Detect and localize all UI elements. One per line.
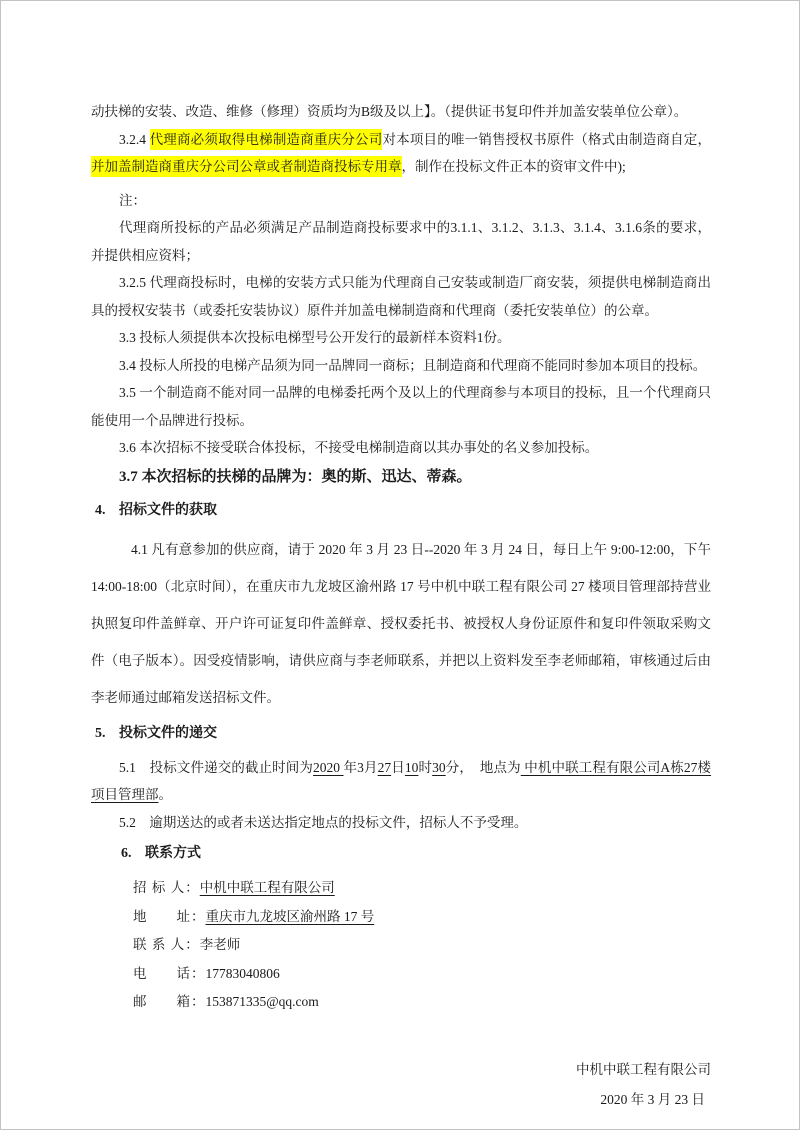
text-segment: 。 <box>158 787 172 802</box>
text-segment: 动扶梯的安装、改造、维修（修理）资质均为B级及以上】。（提供证书复印件并加盖安装单位公章）。 <box>91 104 688 119</box>
text-segment: 对本项目的唯一销售授权书原件（格式由制造商自定， <box>382 131 712 147</box>
contact-row-tenderer-value: 中机中联工程有限公司 <box>199 880 335 895</box>
text-segment: ，制作在投标文件正本的资审文件中); <box>401 159 626 174</box>
underlined-blank: 中机中联工程有限公司A栋27楼项目管理部 <box>91 759 712 802</box>
footer-date: 2020 年 3 月 23 日 <box>600 1091 705 1107</box>
text-segment: 时 <box>418 759 433 775</box>
para-3-4 <box>91 352 711 380</box>
para-5-2 <box>91 809 711 837</box>
para-3-2-4 <box>91 126 711 181</box>
para-4-1 <box>91 531 725 716</box>
text-segment: 代理商所投标的产品必须满足产品制造商投标要求中的3.1.1、3.1.2、3.1.3、3.1.4、3.1.6条的要求，并提供相应资料； <box>91 220 711 263</box>
text-segment: 3.6 本次招标不接受联合体投标，不接受电梯制造商以其办事处的名义参加投标。 <box>119 440 599 455</box>
contact-row-address <box>91 903 711 932</box>
text-segment: 3.4 投标人所投的电梯产品须为同一品牌同一商标；且制造商和代理商不能同时参加本项目的投标。 <box>119 357 707 373</box>
contact-row-email <box>91 988 711 1017</box>
contact-row-tenderer <box>91 874 711 903</box>
contact-row-address-value: 重庆市九龙坡区渝州路 17 号 <box>205 908 375 924</box>
contact-block <box>91 874 711 1017</box>
heading-5-number: 5. <box>95 725 106 741</box>
highlighted-text: 并加盖制造商重庆分公司公章或者制造商投标专用章 <box>91 156 402 177</box>
heading-5 <box>91 720 711 748</box>
para-3-5 <box>91 379 711 434</box>
contact-row-phone-value: 17783040806 <box>205 965 280 981</box>
underlined-blank: 27 <box>377 759 392 775</box>
text-segment: 日 <box>391 759 405 775</box>
heading-4-title: 招标文件的获取 <box>119 502 217 518</box>
heading-6-number: 6. <box>121 846 132 861</box>
text-segment: 5.2 逾期送达的或者未送达指定地点的投标文件，招标人不予受理。 <box>119 814 528 830</box>
contact-row-phone-label: 电 话： <box>133 965 206 981</box>
highlighted-text: 代理商必须取得电梯制造商重庆分公司 <box>150 129 383 150</box>
para-5-1 <box>91 754 711 809</box>
contact-row-person-label: 联 系 人： <box>133 937 200 952</box>
document-body <box>91 98 725 868</box>
para-3-6 <box>91 434 711 462</box>
text-segment: 3.5 一个制造商不能对同一品牌的电梯委托两个及以上的代理商参与本项目的投标，且一个代理商只能使用一个品牌进行投标。 <box>91 385 711 428</box>
text-segment: 3.3 投标人须提供本次投标电梯型号公开发行的最新样本资料1份。 <box>119 330 511 345</box>
contact-row-person <box>91 931 711 960</box>
para-note-body <box>91 214 711 269</box>
contact-row-phone <box>91 960 711 989</box>
text-segment: 3.2.4 <box>119 131 150 147</box>
heading-6-title: 联系方式 <box>145 846 201 861</box>
para-note-label <box>91 187 711 215</box>
para-3-7 <box>91 462 711 493</box>
contact-row-tenderer-label: 招 标 人： <box>133 880 200 895</box>
heading-4-number: 4. <box>95 502 106 518</box>
contact-row-person-value: 李老师 <box>199 937 241 952</box>
text-segment: 3.2.5 代理商投标时，电梯的安装方式只能为代理商自己安装或制造厂商安装，须提供电梯制造商出具的授权安装书（或委托安装协议）原件并加盖电梯制造商和代理商（委托安装单位）的公章。 <box>91 275 711 318</box>
heading-6 <box>91 840 711 868</box>
underlined-blank: 30 <box>432 759 446 775</box>
contact-row-email-label: 邮 箱： <box>133 994 206 1009</box>
underlined-blank: 2020 <box>313 759 344 775</box>
text-segment: 注： <box>119 192 146 208</box>
para-3-3 <box>91 324 711 352</box>
underlined-blank: 10 <box>404 759 419 775</box>
heading-4 <box>91 497 711 525</box>
contact-row-address-label: 地 址： <box>133 908 206 924</box>
footer-company-name: 中机中联工程有限公司 <box>576 1061 711 1077</box>
heading-5-title: 投标文件的递交 <box>119 725 217 741</box>
text-segment: 3.7 本次招标的扶梯的品牌为：奥的斯、迅达、蒂森。 <box>119 468 472 485</box>
document-content <box>1 1 799 1115</box>
para-3-2-5 <box>91 269 711 324</box>
contact-row-email-value: 153871335@qq.com <box>205 994 319 1009</box>
text-segment: 分， 地点为 <box>445 759 521 775</box>
text-segment: 5.1 投标文件递交的截止时间为 <box>119 759 314 775</box>
text-segment: 年3月 <box>343 759 378 775</box>
para-3-2-3-continuation <box>91 98 711 126</box>
document-footer <box>91 1055 711 1115</box>
text-segment: 4.1 凡有意参加的供应商，请于 2020 年 3 月 23 日--2020 年 3 月 24 日，每日上午 9:00-12:00，下午 14:00-18:00（北京时间），在重庆市九龙坡区渝州路 17 号中机中联工程有限公司 27 楼项目管理部持营业执照复印件盖鲜章、开户许可证复印件盖鲜章、授权委托书、被授权人身份证原件和复印件领取采购文件（电子版本）。因受疫情影响，请供应商与李老师联系，并把以上资料发至李老师邮箱，审核通过后由李老师通过邮箱发送招标文件。 <box>91 541 725 705</box>
